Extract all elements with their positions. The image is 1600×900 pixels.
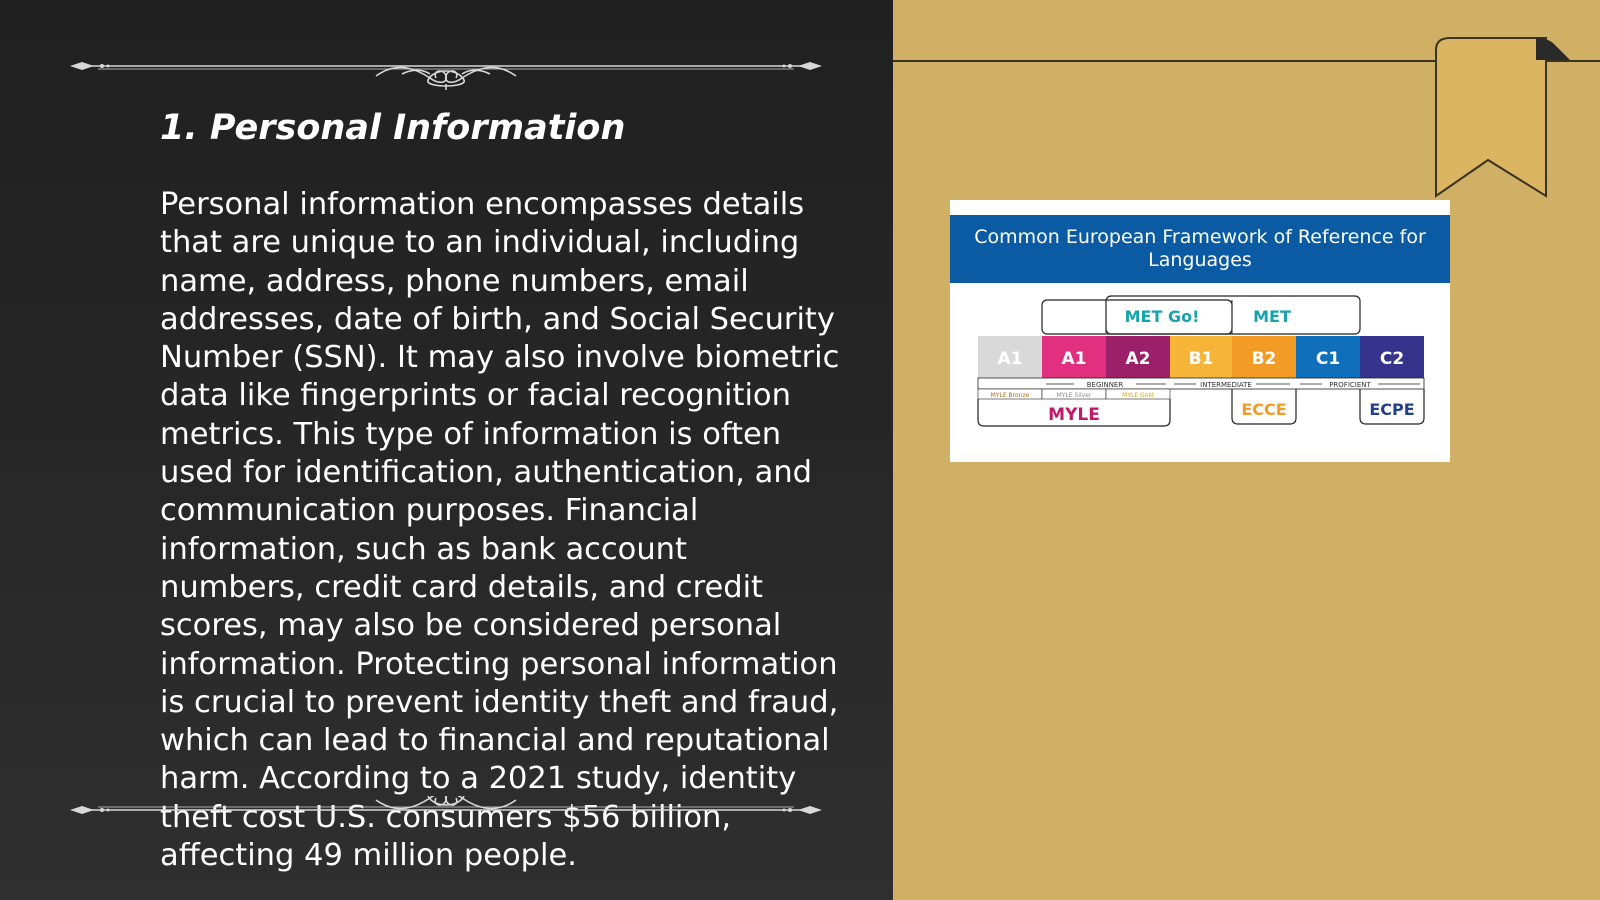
ecce-label: ECCE [1241,400,1287,419]
myle-silver-label: MYLE Silver [1056,392,1092,399]
level-label: C1 [1315,349,1341,369]
level-label: A2 [1125,349,1151,369]
level-label: A1 [1061,349,1087,369]
met-go-label: MET Go! [1124,307,1200,326]
band-proficient: PROFICIENT [1329,381,1371,389]
slide-body-text: Personal information encompasses details that are unique to an individual, including name, address, phone numbers, email addresses, date of birth, and Social Security Number (SSN). It may also involve biometric data like fingerprints or facial recognition metrics. This type of information is often used for identification, authentication, and communication purposes. Financial information, such as bank account numbers, credit card details, and credit scores, may also be considered personal information. Protecting personal information is crucial to prevent identity theft and fraud, which can lead to financial and reputational harm. According to a 2021 study, identity theft cost U.S. consumers $56 billion, affecting 49 million people. [160,187,840,874]
myle-label: MYLE [1048,405,1100,425]
bookmark-ribbon-icon [1430,36,1570,201]
band-intermediate: INTERMEDIATE [1200,381,1252,389]
myle-gold-label: MYLE Gold [1122,392,1154,399]
cefr-diagram [950,200,1450,462]
band-beginner: BEGINNER [1086,381,1124,389]
level-label: B2 [1251,349,1277,369]
cefr-chart [950,200,1450,462]
level-label: B1 [1188,349,1214,369]
met-label: MET [1253,307,1291,326]
bottom-ornament-icon [68,796,824,846]
slide-title: 1. Personal Information [160,108,626,148]
myle-bronze-label: MYLE Bronze [990,392,1030,399]
level-label: C2 [1379,349,1405,369]
level-label: A1 [997,349,1023,369]
ecpe-label: ECPE [1369,400,1415,419]
top-ornament-icon [68,40,824,90]
cefr-title: Common European Framework of Reference for Languages [974,226,1426,271]
